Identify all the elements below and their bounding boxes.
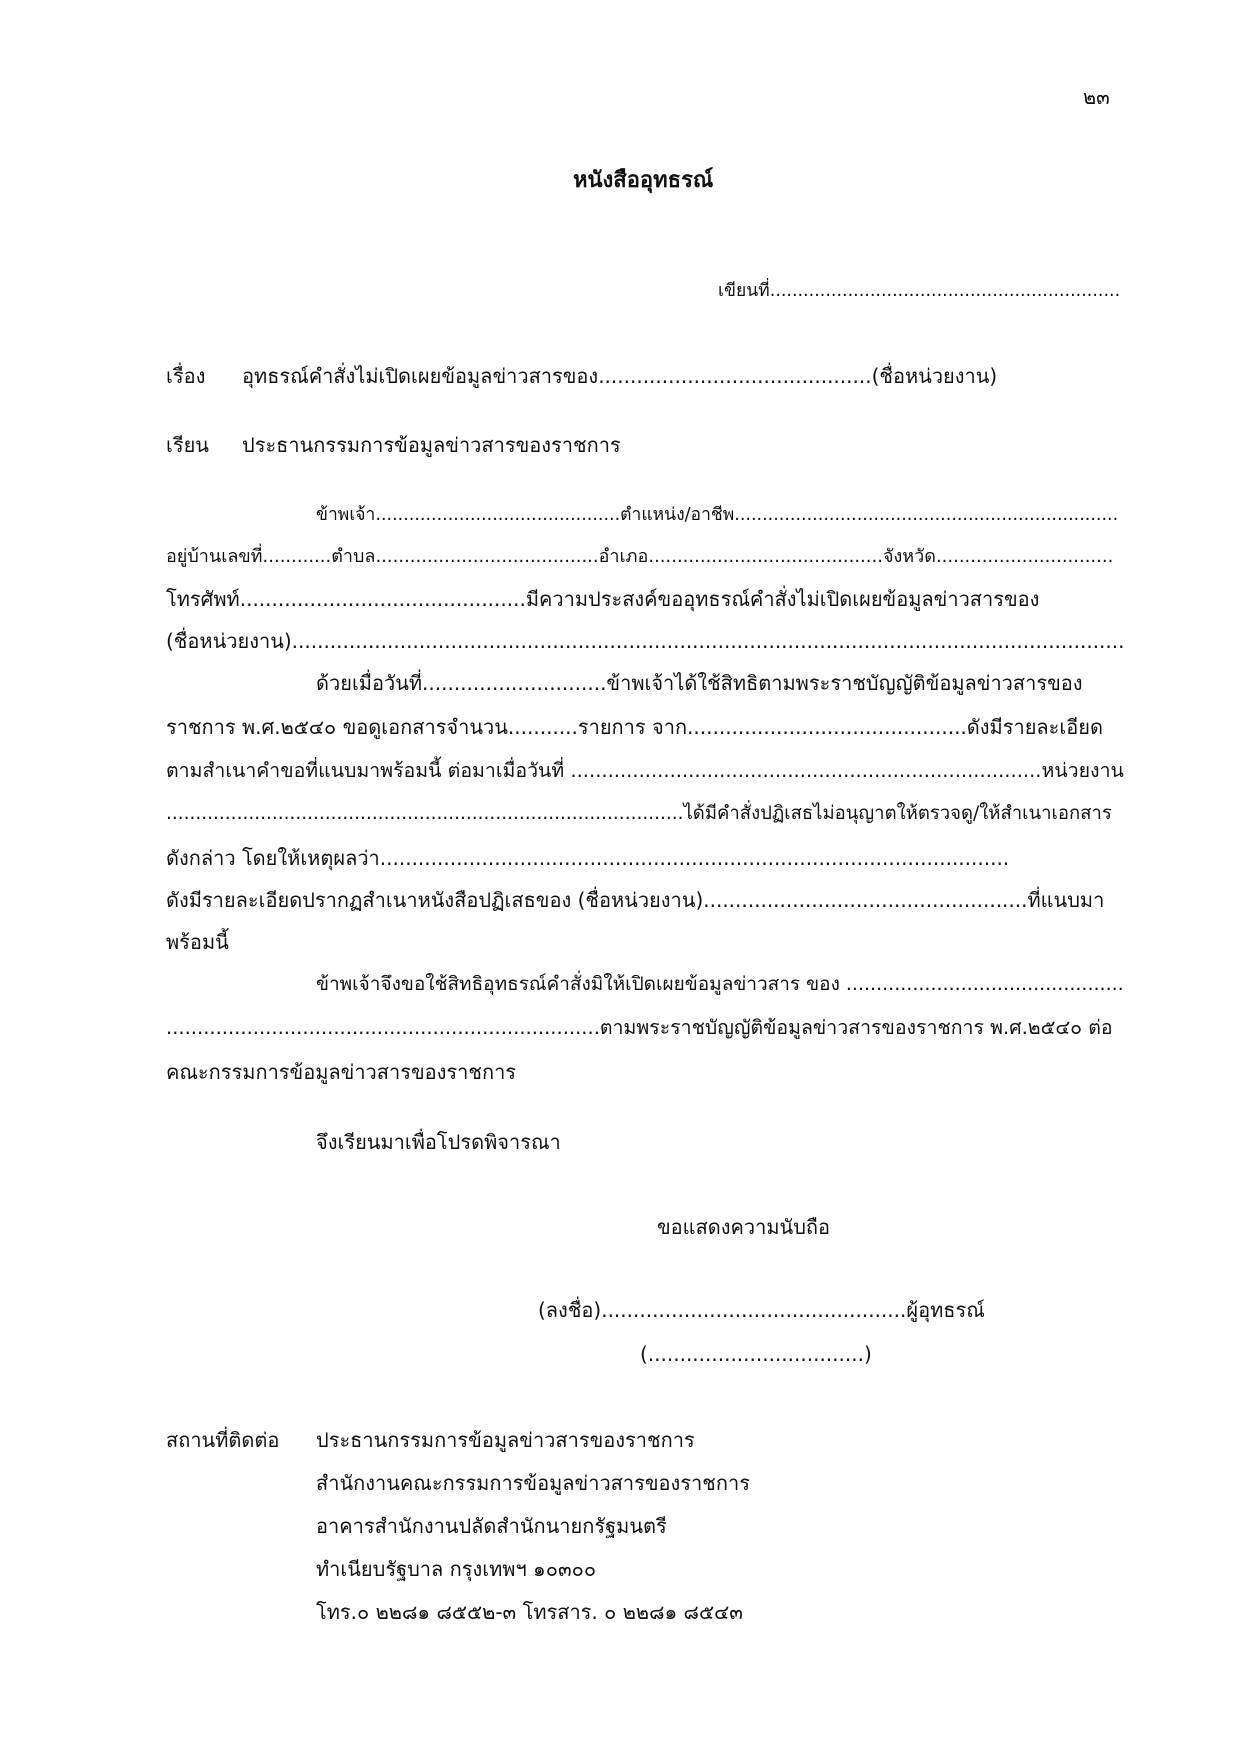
body-line: ตามสำเนาคำขอที่แนบมาพร้อมนี้ ต่อมาเมื่อวันที่ ............................................................................หน่วยงาน [166,759,1124,782]
signature-line: (ลงชื่อ)................................................ผู้อุทธรณ์ [538,1298,985,1322]
body-line: ข้าพเจ้า............................................ตำแหน่ง/อาชีพ..................................................................... [316,505,1119,525]
body-line: โทรศัพท์.............................................มีความประสงค์ขออุทธรณ์คำสั่งไม่เปิดเผยข้อมูลข่าวสารของ [166,587,1040,611]
body-line: ดังกล่าว โดยให้เหตุผลว่า................................................................................................... [166,846,1010,870]
written-at-line: เขียนที่............................................................... [718,281,1121,301]
body-line: อยู่บ้านเลขที่............ตำบล.......................................อำเภอ.........................................จังหวัด............................... [166,546,1114,567]
contact-line: อาคารสำนักงานปลัดสำนักนายกรัฐมนตรี [316,1514,667,1538]
contact-line: ทำเนียบรัฐบาล กรุงเทพฯ ๑๐๓๐๐ [316,1557,597,1581]
contact-label: สถานที่ติดต่อ [166,1428,280,1452]
body-line: ด้วยเมื่อวันที่.............................ข้าพเจ้าได้ใช้สิทธิตามพระราชบัญญัติข้อมูลข่าวสารของ [316,671,1083,695]
contact-line: ประธานกรรมการข้อมูลข่าวสารของราชการ [316,1428,695,1452]
body-line: คณะกรรมการข้อมูลข่าวสารของราชการ [166,1060,517,1084]
body-line: พร้อมนี้ [166,930,229,954]
subject-label: เรื่อง [166,364,206,388]
body-line: ดังมีรายละเอียดปรากฏสำเนาหนังสือปฏิเสธของ (ชื่อหน่วยงาน)...................................................ที่แนบมา [166,888,1105,912]
contact-line: โทร.๐ ๒๒๘๑ ๘๕๕๒-๓ โทรสาร. ๐ ๒๒๘๑ ๘๕๔๓ [316,1600,743,1624]
page-number: ๒๓ [1083,85,1110,109]
regards: ขอแสดงความนับถือ [657,1215,831,1239]
name-line: (..................................) [640,1342,872,1366]
body-line: ราชการ พ.ศ.๒๕๔๐ ขอดูเอกสารจำนวน...........รายการ จาก............................................ดังมีรายละเอียด [166,715,1103,739]
addressee-label: เรียน [166,433,209,457]
subject-text: อุทธรณ์คำสั่งไม่เปิดเผยข้อมูลข่าวสารของ...........................................(ชื่อหน่วยงาน) [242,364,998,388]
body-line: ........................................................................................ได้มีคำสั่งปฏิเสธไม่อนุญาตให้ตรวจดู/ให้สำเนาเอกสาร [166,803,1112,824]
document-title: หนังสืออุทธรณ์ [573,168,714,193]
body-line: ข้าพเจ้าจึงขอใช้สิทธิอุทธรณ์คำสั่งมิให้เปิดเผยข้อมูลข่าวสาร ของ .............................................. [316,973,1124,995]
addressee-text: ประธานกรรมการข้อมูลข่าวสารของราชการ [242,433,621,457]
body-line: (ชื่อหน่วยงาน)................................................................................................................................... [166,629,1125,653]
closing-request: จึงเรียนมาเพื่อโปรดพิจารณา [316,1130,561,1154]
body-line: ......................................................................ตามพระราชบัญญัติข้อมูลข่าวสารของราชการ พ.ศ.๒๕๔๐ ต่อ [166,1016,1113,1039]
contact-line: สำนักงานคณะกรรมการข้อมูลข่าวสารของราชการ [316,1471,750,1495]
